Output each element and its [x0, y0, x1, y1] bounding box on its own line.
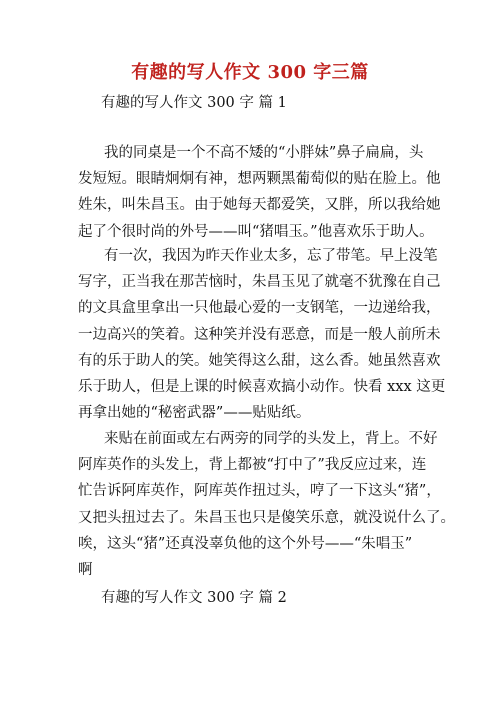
paragraph-line: 有的乐于助人的笑。她笑得这么甜，这么香。她虽然喜欢 — [78, 352, 441, 369]
paragraph-line: 忙告诉阿库英作，阿库英作扭过头，哼了一下这头“猪”， — [78, 483, 441, 500]
paragraph-line: 一边高兴的笑着。这种笑并没有恶意，而是一般人前所未 — [78, 326, 441, 343]
document-title: 有趣的写人作文 300 字三篇 — [131, 62, 369, 83]
paragraph-line: 乐于助人，但是上课的时候喜欢搞小动作。快看 xxx 这更 — [78, 378, 446, 395]
paragraph-line: 阿库英作的头发上，背上都被“打中了”我反应过来，连 — [78, 457, 427, 474]
paragraph-line: 来贴在前面或左右两旁的同学的头发上，背上。不好 — [104, 431, 438, 447]
paragraph-line: 我的同桌是一个不高不矮的“小胖妹”鼻子扁扁，头 — [104, 145, 424, 161]
paragraph-line: 啊 — [78, 561, 93, 578]
paragraph-line: 唉，这头“猪”还真没辜负他的这个外号——“朱唱玉” — [78, 535, 413, 552]
paragraph-line: 写字，正当我在那苦恼时，朱昌玉见了就毫不犹豫在自己 — [78, 274, 441, 291]
paragraph-2 — [78, 243, 446, 426]
paragraph-line: 起了个很时尚的外号——叫“猪唱玉。”他喜欢乐于助人。 — [78, 223, 434, 240]
paragraph-line: 又把头扭过去了。朱昌玉也只是傻笑乐意，就没说什么了。 — [78, 509, 455, 526]
section-heading-2: 有趣的写人作文 300 字 篇 2 — [101, 590, 287, 606]
paragraph-1 — [78, 140, 441, 245]
paragraph-line: 姓朱，叫朱昌玉。由于她每天都爱笑，又胖，所以我给她 — [78, 197, 441, 214]
paragraph-line: 有一次，我因为昨天作业太多，忘了带笔。早上没笔 — [104, 248, 438, 264]
section-heading-1: 有趣的写人作文 300 字 篇 1 — [101, 95, 287, 111]
paragraph-line: 的文具盒里拿出一只他最心爱的一支钢笔，一边递给我， — [78, 300, 441, 317]
paragraph-3 — [78, 426, 455, 583]
paragraph-line: 发短短。眼睛炯炯有神，想两颗黑葡萄似的贴在脸上。他 — [78, 171, 441, 188]
paragraph-line: 再拿出她的“秘密武器”——贴贴纸。 — [78, 405, 311, 422]
